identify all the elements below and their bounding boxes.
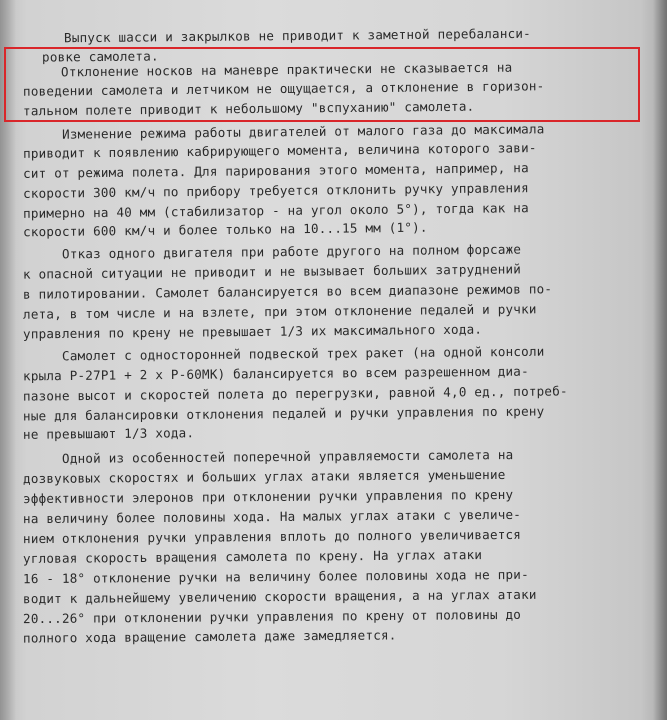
- text-line: Выпуск шасси и закрылков не приводит к заметной перебаланси-: [63, 25, 531, 46]
- text-line: Одной из особенностей поперечной управляемости самолета на: [61, 447, 514, 466]
- text-line: крыла Р-27Р1 + 2 х Р-60МК) балансируется во всем разрешенном диа-: [22, 363, 529, 384]
- text-line: скорости 600 км/ч и более только на 10...15 мм (1°).: [22, 219, 428, 240]
- text-line: ные для балансировки отклонения педалей и ручки управления по крену: [22, 403, 545, 424]
- text-line: водит к дальнейшему увеличению скорости вращения, а на углах атаки: [22, 586, 537, 607]
- text-line: в пилотировании. Самолет балансируется во всем диапазоне режимов по-: [22, 281, 553, 302]
- text-line: тальном полете приводит к небольшому "вспуханию" самолета.: [22, 98, 475, 119]
- text-line: 16 - 18° отклонение ручки на величину более половины хода не при-: [22, 566, 529, 587]
- page-shadow-right: [653, 0, 667, 720]
- text-line: нием отклонения ручки управления вплоть до полного увеличивается: [22, 526, 522, 547]
- text-line: Изменение режима работы двигателей от малого газа до максимала: [61, 121, 545, 142]
- text-line: Отказ одного двигателя при работе другого на полном форсаже: [61, 241, 522, 262]
- text-line: к опасной ситуации не приводит и не вызывает больших затруднений: [22, 261, 522, 282]
- text-line: лета, в том числе и на взлете, при этом отклонение педалей и ручки: [22, 301, 537, 322]
- text-line: не превышают 1/3 хода.: [22, 425, 195, 442]
- text-line: дозвуковых скоростях и больших углах атаки является уменьшение: [22, 466, 506, 487]
- text-line: примерно на 40 мм (стабилизатор - на угол около 5°), тогда как на: [22, 200, 529, 221]
- text-line: пазоне высот и скоростей полета до перегрузки, равной 4,0 ед., потреб-: [22, 383, 568, 404]
- text-line: на величину более половины хода. На малых углах атаки с увеличе-: [22, 506, 522, 527]
- page-shadow-left: [0, 0, 16, 720]
- text-line: Самолет с односторонней подвеской трех ракет (на одной консоли: [61, 343, 545, 364]
- text-line: Отклонение носков на маневре практически не сказывается на: [60, 59, 513, 80]
- text-line: эффективности элеронов при отклонении ручки управления по крену: [22, 486, 514, 507]
- text-line: приводит к появлению кабрирующего момента, величина которого зави-: [22, 140, 537, 161]
- text-line: 20...26° при отклонении ручки управления по крену от половины до: [22, 606, 522, 627]
- text-line: скорости 300 км/ч по прибору требуется отклонить ручку управления: [22, 180, 529, 201]
- text-line: полного хода вращение самолета даже замедляется.: [22, 627, 397, 646]
- text-line: угловая скорость вращения самолета по крену. На углах атаки: [22, 546, 483, 567]
- text-line: сит от режима полета. Для парирования этого момента, например, на: [22, 160, 529, 181]
- text-line: ровке самолета.: [41, 48, 159, 65]
- text-line: управления по крену не превышает 1/3 их максимального хода.: [22, 321, 483, 342]
- text-line: поведении самолета и летчиком не ощущается, а отклонение в горизон-: [22, 78, 545, 99]
